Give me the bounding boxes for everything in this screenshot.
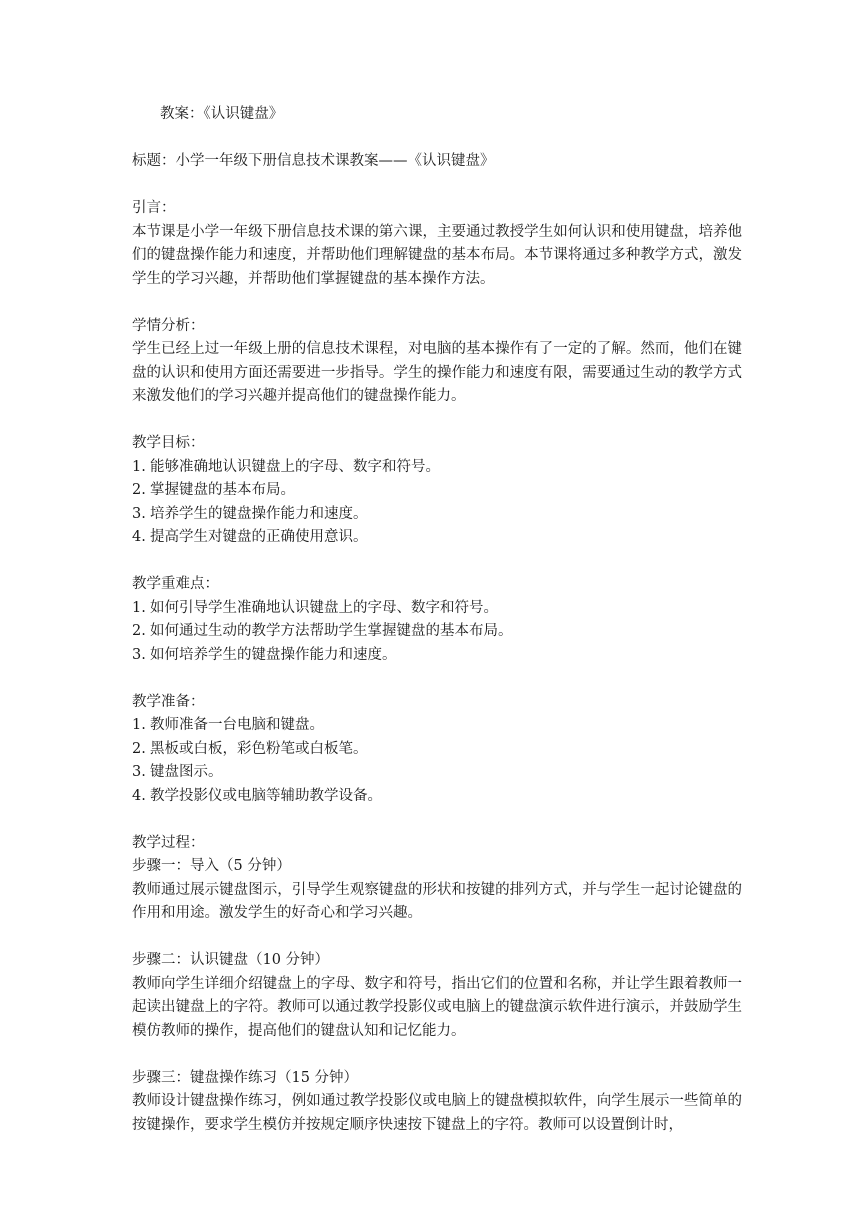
step-title: 步骤三：键盘操作练习（15 分钟） <box>132 1069 359 1086</box>
spacer <box>132 1043 742 1067</box>
list-item <box>132 761 742 785</box>
process-label: 教学过程： <box>132 834 205 851</box>
list-text: 教师准备一台电脑和键盘。 <box>150 717 324 733</box>
list-text: 教学投影仪或电脑等辅助教学设备。 <box>150 787 382 804</box>
document-title: 标题：小学一年级下册信息技术课教案——《认识键盘》 <box>132 153 495 169</box>
goals-list <box>132 456 742 550</box>
prep-list <box>132 714 742 808</box>
spacer <box>132 926 742 950</box>
step-text: 教师通过展示键盘图示，引导学生观察键盘的形状和按键的排列方式，并与学生一起讨论键盘的作用和用途。激发学生的好奇心和学习兴趣。 <box>132 881 742 921</box>
prep-label: 教学准备： <box>132 693 205 710</box>
list-text: 提高学生对键盘的正确使用意识。 <box>150 529 368 545</box>
list-text: 黑板或白板，彩色粉笔或白板笔。 <box>150 740 368 757</box>
list-text: 掌握键盘的基本布局。 <box>150 482 295 498</box>
spacer <box>132 667 742 691</box>
list-item <box>132 738 742 762</box>
intro-label: 引言： <box>132 200 176 216</box>
list-number: 2. <box>132 740 146 757</box>
spacer <box>132 174 742 198</box>
keypoints-list <box>132 597 742 668</box>
list-text: 能够准确地认识键盘上的字母、数字和符号。 <box>150 458 440 475</box>
list-item <box>132 456 742 480</box>
list-text: 如何引导学生准确地认识键盘上的字母、数字和符号。 <box>150 599 498 616</box>
analysis-label: 学情分析： <box>132 317 205 334</box>
list-text: 如何通过生动的教学方法帮助学生掌握键盘的基本布局。 <box>150 623 513 639</box>
list-number: 4. <box>132 787 146 804</box>
list-item <box>132 785 742 809</box>
list-item <box>132 714 742 738</box>
list-number: 3. <box>132 646 146 663</box>
step-title: 步骤一：导入（5 分钟） <box>132 858 291 874</box>
step-title: 步骤二：认识键盘（10 分钟） <box>132 952 330 968</box>
intro-text: 本节课是小学一年级下册信息技术课的第六课，主要通过教授学生如何认识和使用键盘，培养他们的键盘操作能力和速度，并帮助他们理解键盘的基本布局。本节课将通过多种教学方式，激发学生的学习兴趣，并帮助他们掌握键盘的基本操作方法。 <box>132 223 742 287</box>
list-text: 如何培养学生的键盘操作能力和速度。 <box>150 646 397 663</box>
step-text: 教师设计键盘操作练习，例如通过教学投影仪或电脑上的键盘模拟软件，向学生展示一些简单的按键操作，要求学生模仿并按规定顺序快速按下键盘上的字符。教师可以设置倒计时， <box>132 1093 742 1133</box>
list-item <box>132 597 742 621</box>
list-number: 1. <box>132 599 146 616</box>
list-item <box>132 503 742 527</box>
lesson-plan-document <box>132 103 742 1137</box>
list-number: 1. <box>132 717 146 733</box>
list-number: 4. <box>132 529 146 545</box>
list-number: 2. <box>132 623 146 639</box>
list-item <box>132 644 742 668</box>
list-number: 3. <box>132 505 146 522</box>
list-text: 键盘图示。 <box>150 764 223 780</box>
spacer <box>132 291 742 315</box>
spacer <box>132 550 742 574</box>
list-number: 3. <box>132 764 146 780</box>
list-text: 培养学生的键盘操作能力和速度。 <box>150 505 368 522</box>
goals-label: 教学目标： <box>132 435 205 451</box>
step-text: 教师向学生详细介绍键盘上的字母、数字和符号，指出它们的位置和名称，并让学生跟着教师一起读出键盘上的字符。教师可以通过教学投影仪或电脑上的键盘演示软件进行演示，并鼓励学生模仿教师的操作，提高他们的键盘认知和记忆能力。 <box>132 975 742 1039</box>
list-number: 1. <box>132 458 146 475</box>
keypoints-label: 教学重难点： <box>132 576 219 592</box>
list-item <box>132 526 742 550</box>
spacer <box>132 127 742 151</box>
document-heading: 教案：《认识键盘》 <box>160 106 284 122</box>
analysis-text: 学生已经上过一年级上册的信息技术课程，对电脑的基本操作有了一定的了解。然而，他们在键盘的认识和使用方面还需要进一步指导。学生的操作能力和速度有限，需要通过生动的教学方式来激发他们的学习兴趣并提高他们的键盘操作能力。 <box>132 341 742 404</box>
list-item <box>132 620 742 644</box>
list-number: 2. <box>132 482 146 498</box>
spacer <box>132 409 742 433</box>
spacer <box>132 808 742 832</box>
list-item <box>132 479 742 503</box>
